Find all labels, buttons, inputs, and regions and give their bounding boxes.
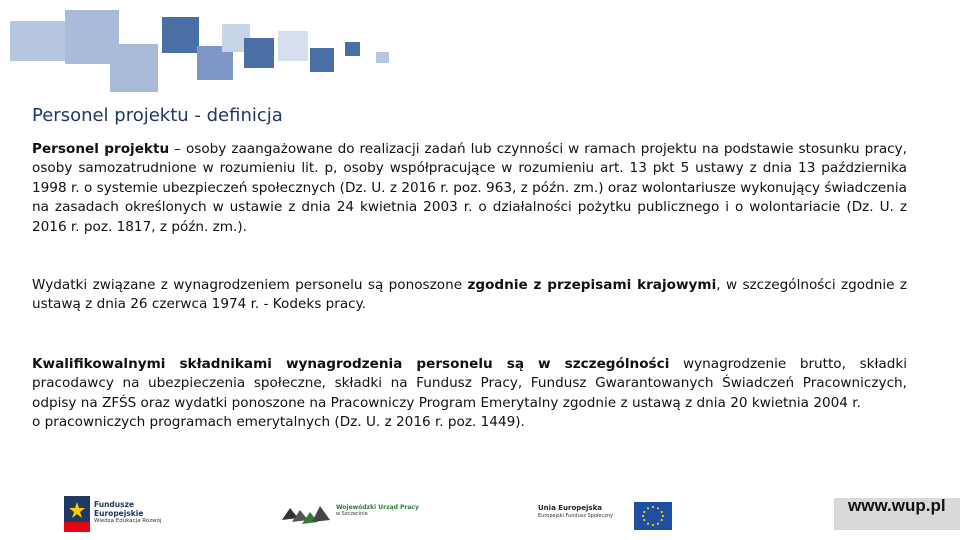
ue-sub: Europejski Fundusz Społeczny	[538, 513, 613, 519]
wup-logo	[280, 494, 430, 534]
fundusze-europejskie-logo	[64, 494, 184, 534]
square	[244, 38, 274, 68]
fundusze-star-icon	[64, 496, 90, 532]
paragraph-text: – osoby zaangażowane do realizacji zadań lub czynności w ramach projektu na podstawie stosunku pracy, osoby samozatrudnione w rozumieniu lit. p, osoby współpracujące w rozumieniu art. 13 pkt 5 ustawy z dnia 13 października 1998 r. o systemie ubezpieczeń społecznych (Dz. U. z 2016 r. poz. 963, z późn. zm.) oraz wolontariusze wykonujący świadczenia na zasadach określonych w ustawie z dnia 24 kwietnia 2003 r. o działalności pożytku publicznego i o wolontariacie (Dz. U. z 2016 r. poz. 1817, z późn. zm.).	[32, 141, 907, 235]
paragraph-bold-lead: Kwalifikowalnymi składnikami wynagrodzenia personelu są w szczególności	[32, 356, 670, 372]
wup-emblem-icon	[280, 498, 332, 528]
square	[162, 17, 199, 53]
square	[278, 31, 308, 61]
fe-line2: Europejskie	[94, 509, 144, 518]
expenses-paragraph	[32, 276, 907, 315]
square	[376, 52, 389, 63]
square	[345, 42, 360, 56]
fe-sub: Wiedza Edukacja Rozwój	[94, 518, 162, 524]
fe-line1: Fundusze	[94, 500, 135, 509]
square	[310, 48, 334, 72]
ue-name: Unia Europejska	[538, 504, 602, 512]
paragraph-text: , w szczególności zgodnie z ustawą z dnia 26 czerwca 1974 r. - Kodeks pracy.	[32, 277, 907, 313]
ue-logo	[538, 494, 678, 534]
page-title: Personel projektu - definicja	[32, 105, 283, 126]
eu-flag-icon	[634, 502, 672, 530]
wup-name: Wojewódzki Urząd Pracy	[336, 504, 419, 511]
paragraph-bold: zgodnie z przepisami krajowymi	[467, 277, 717, 293]
paragraph-text: wynagrodzenie brutto, składki pracodawcy na ubezpieczenia społeczne, składki na Fundusz Pracy, Fundusz Gwarantowanych Świadczeń Pracowniczych, odpisy na ZFŚS oraz wydatki ponoszone na Pracowniczy Program Emerytalny zgodnie z ustawą z dnia 20 kwietnia 2004 r.	[32, 356, 907, 411]
website-link[interactable]: www.wup.pl	[848, 496, 946, 515]
wup-city: w Szczecinie	[336, 511, 368, 517]
paragraph-bold-lead: Personel projektu	[32, 141, 170, 157]
paragraph-text: o pracowniczych programach emerytalnych (Dz. U. z 2016 r. poz. 1449).	[32, 414, 525, 431]
eligible-components-paragraph	[32, 355, 907, 433]
square	[110, 44, 158, 92]
definition-paragraph	[32, 140, 907, 237]
paragraph-text: Wydatki związane z wynagrodzeniem personelu są ponoszone	[32, 277, 468, 293]
square	[10, 21, 70, 61]
